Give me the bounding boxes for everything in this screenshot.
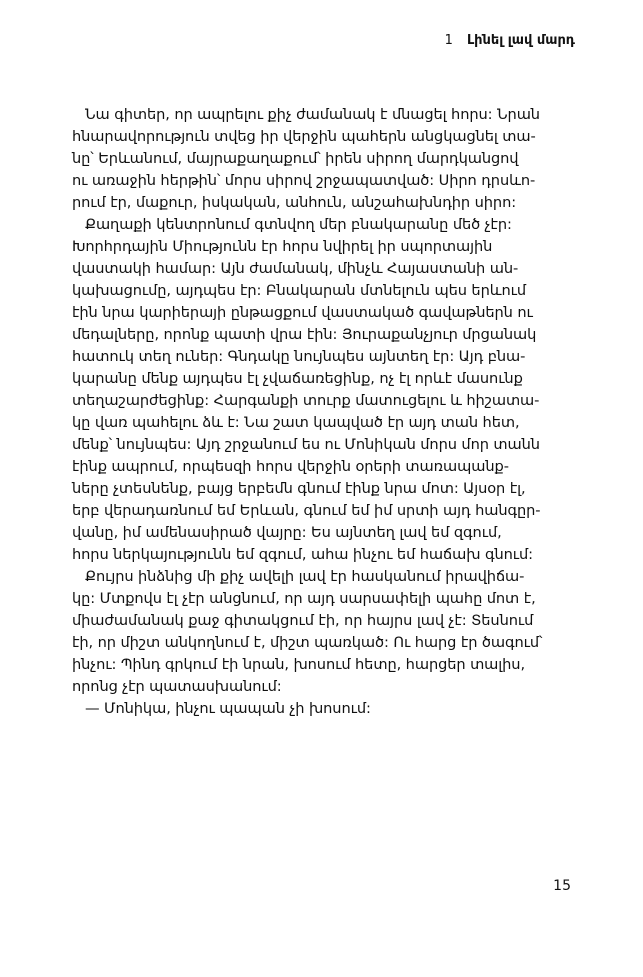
text-line: որոնց չէր պատասխանում: — [72, 678, 282, 695]
text-line: նը՝ Երևանում, մայրաքաղաքում՝ իրեն սիրող մարդկանցով — [72, 150, 519, 167]
text-line: էին նրա կարիերայի ընթացքում վաստակած գավաթներն ու — [72, 304, 533, 321]
text-line: Խորհրդային Միությունն էր հորս նվիրել իր սպորտային — [72, 238, 493, 255]
text-line: կը: Մտքովս էլ չէր անցնում, որ այդ սարսափելի պահը մոտ է, — [72, 590, 536, 607]
text-line: միաժամանակ քաջ գիտակցում էի, որ հայրս լավ չէ: Տեսնում — [72, 612, 534, 629]
text-line: ինչու: Պինդ գրկում էի նրան, խոսում հետը, հարցեր տալիս, — [72, 656, 525, 673]
text-line: կը վառ պահելու ձև է: Նա շատ կապված էր այդ տան հետ, — [72, 414, 520, 431]
running-head — [445, 33, 575, 48]
text-line: — Մոնիկա, ինչու պապան չի խոսում: — [85, 700, 371, 717]
text-line: վանը, իմ ամենասիրած վայրը: Ես այնտեղ լավ եմ զգում, — [72, 524, 502, 541]
text-line: էինք ապրում, որպեսզի հորս վերջին օրերի տառապանք- — [72, 458, 509, 475]
text-line: մեդալները, որոնք պատի վրա էին: Յուրաքանչյուր մրցանակ — [72, 326, 537, 343]
text-line: հնարավորություն տվեց իր վերջին պահերն անցկացնել տա- — [72, 128, 536, 145]
text-line: վաստակի համար: Այն ժամանակ, մինչև Հայաստանի ան- — [72, 260, 519, 277]
text-line: տեղաշարժեցինք: Հարգանքի տուրք մատուցելու և հիշատա- — [72, 392, 540, 409]
text-line: ու առաջին հերթին՝ մորս սիրով շրջապատված: Սիրո դրսևո- — [72, 172, 536, 189]
text-line: հատուկ տեղ ուներ: Գնդակը նույնպես այնտեղ էր: Այդ բնա- — [72, 348, 526, 365]
body-text — [72, 104, 578, 720]
chapter-title: Լինել լավ մարդ — [466, 33, 575, 48]
text-line: էի, որ միշտ անկողնում է, միշտ պառկած: Ու հարց էր ծագում՝ — [72, 634, 543, 651]
text-line: ները չտեսնենք, բայց երբեմն գնում էինք նրա մոտ: Այսօր էլ, — [72, 480, 526, 497]
page-number: 15 — [553, 878, 571, 894]
text-line: րում էր, մաքուր, իսկական, անհուն, անշահախնդիր սիրո: — [72, 194, 517, 211]
text-line: կարանը մենք այդպես էլ չվաճառեցինք, ոչ էլ որևէ մասունք — [72, 370, 523, 387]
text-line: կախացումը, այդպես էր: Բնակարան մտնելուն պես երևում — [72, 282, 527, 299]
text-line: հորս ներկայությունն եմ զգում, ահա ինչու եմ հաճախ գնում: — [72, 546, 533, 563]
text-line: Քույրս ինձնից մի քիչ ավելի լավ էր հասկանում իրավիճա- — [85, 568, 525, 585]
chapter-number: 1 — [444, 33, 453, 48]
text-line: երբ վերադառնում եմ Երևան, գնում եմ իմ սրտի այդ հանգըր- — [72, 502, 541, 519]
text-line: մենք՝ նույնպես: Այդ շրջանում ես ու Մոնիկան մորս մոր տանն — [72, 436, 540, 453]
text-line: Նա գիտեր, որ ապրելու քիչ ժամանակ է մնացել հորս: Նրան — [85, 106, 540, 123]
text-line: Քաղաքի կենտրոնում գտնվող մեր բնակարանը մեծ չէր: — [85, 216, 512, 233]
